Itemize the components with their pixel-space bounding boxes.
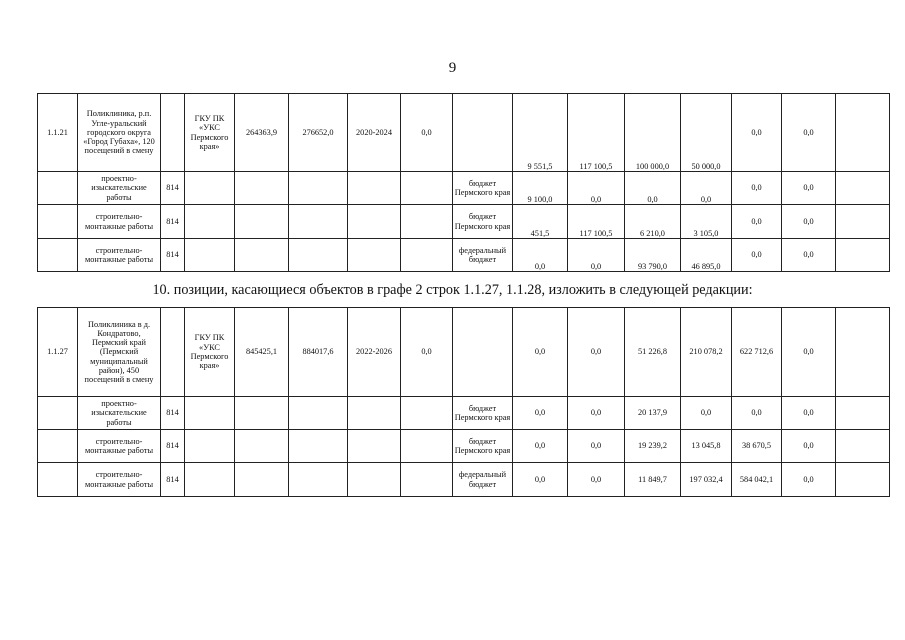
empty-cell (836, 172, 890, 205)
empty-cell (289, 463, 348, 497)
total-cost: 884017,6 (289, 308, 348, 397)
page-number: 9 (448, 60, 457, 76)
table-row (38, 397, 890, 430)
empty-cell (289, 239, 348, 272)
value-cell: 20 137,9 (625, 397, 681, 430)
value-cell: 0,0 (568, 397, 625, 430)
value-cell: 0,0 (568, 308, 625, 397)
budget-code: 814 (161, 172, 185, 205)
value-cell: 19 239,2 (625, 430, 681, 463)
value-cell: 50 000,0 (681, 94, 732, 172)
empty-cell (235, 205, 289, 239)
row-code: 1.1.21 (38, 94, 78, 172)
value-cell: 100 000,0 (625, 94, 681, 172)
customer-name: ГКУ ПК «УКС Пермского края» (185, 308, 235, 397)
empty-cell (836, 239, 890, 272)
empty-cell (38, 397, 78, 430)
value-cell: 93 790,0 (625, 239, 681, 272)
value-cell: 0,0 (513, 397, 568, 430)
total-cost: 276652,0 (289, 94, 348, 172)
budget-code: 814 (161, 397, 185, 430)
empty-cell (836, 94, 890, 172)
empty-cell (235, 430, 289, 463)
empty-cell (348, 430, 401, 463)
value-cell: 197 032,4 (681, 463, 732, 497)
value-cell: 0,0 (732, 239, 782, 272)
funding-source: бюджет Пермского края (453, 397, 513, 430)
value-cell: 0,0 (782, 397, 836, 430)
empty-cell (348, 463, 401, 497)
value-cell: 46 895,0 (681, 239, 732, 272)
value-cell: 0,0 (782, 308, 836, 397)
table-row (38, 463, 890, 497)
empty-cell (836, 430, 890, 463)
value-cell: 0,0 (568, 430, 625, 463)
empty-cell (401, 463, 453, 497)
value-cell: 3 105,0 (681, 205, 732, 239)
budget-code: 814 (161, 463, 185, 497)
estimated-cost: 845425,1 (235, 308, 289, 397)
value-cell: 0,0 (732, 172, 782, 205)
empty-cell (289, 205, 348, 239)
empty-cell (38, 172, 78, 205)
empty-cell (401, 172, 453, 205)
empty-cell (401, 397, 453, 430)
estimated-cost: 264363,9 (235, 94, 289, 172)
value-cell: 9 100,0 (513, 172, 568, 205)
object-name: Поликлиника в д. Кондратово, Пермский край (Пермский муниципальный район), 450 посещений в смену (78, 308, 161, 397)
empty-cell (185, 205, 235, 239)
empty-cell (348, 397, 401, 430)
table-row (38, 94, 890, 172)
value-cell: 0,0 (732, 205, 782, 239)
empty-cell (185, 397, 235, 430)
value-cell: 584 042,1 (732, 463, 782, 497)
empty-cell (185, 239, 235, 272)
funding-source: бюджет Пермского края (453, 172, 513, 205)
value-cell: 117 100,5 (568, 94, 625, 172)
empty-cell (836, 205, 890, 239)
value-cell: 0,0 (782, 239, 836, 272)
source-cell (453, 308, 513, 397)
object-name: Поликлиника, р.п. Угле-уральский городского округа «Город Губаха», 120 посещений в смену (78, 94, 161, 172)
construction-period: 2022-2026 (348, 308, 401, 397)
value-cell: 0,0 (568, 463, 625, 497)
empty-cell (185, 430, 235, 463)
value-cell: 0,0 (513, 463, 568, 497)
funding-source: бюджет Пермского края (453, 430, 513, 463)
budget-code: 814 (161, 239, 185, 272)
funding-source: федеральный бюджет (453, 239, 513, 272)
empty-cell (38, 239, 78, 272)
value-cell: 0,0 (782, 172, 836, 205)
value-cell: 9 551,5 (513, 94, 568, 172)
value-cell: 622 712,6 (732, 308, 782, 397)
table-row (38, 239, 890, 272)
value-cell: 51 226,8 (625, 308, 681, 397)
value-cell: 0,0 (782, 463, 836, 497)
value-cell: 0,0 (732, 397, 782, 430)
customer-name: ГКУ ПК «УКС Пермского края» (185, 94, 235, 172)
empty-cell (38, 463, 78, 497)
work-type: проектно-изыскательские работы (78, 172, 161, 205)
empty-cell (348, 239, 401, 272)
value-cell: 117 100,5 (568, 205, 625, 239)
work-type: строительно-монтажные работы (78, 430, 161, 463)
empty-cell (289, 172, 348, 205)
value-cell: 0,0 (568, 172, 625, 205)
budget-code: 814 (161, 205, 185, 239)
value-cell: 0,0 (513, 308, 568, 397)
table-row (38, 308, 890, 397)
value-cell: 0,0 (401, 308, 453, 397)
row-code: 1.1.27 (38, 308, 78, 397)
empty-cell (185, 463, 235, 497)
funding-source: бюджет Пермского края (453, 205, 513, 239)
table-row (38, 172, 890, 205)
empty-cell (836, 397, 890, 430)
empty-cell (235, 463, 289, 497)
value-cell: 0,0 (732, 94, 782, 172)
investment-table-1 (37, 93, 890, 272)
empty-cell (348, 205, 401, 239)
empty-cell (38, 205, 78, 239)
empty-cell (161, 308, 185, 397)
value-cell: 0,0 (782, 430, 836, 463)
value-cell: 6 210,0 (625, 205, 681, 239)
empty-cell (289, 397, 348, 430)
work-type: строительно-монтажные работы (78, 205, 161, 239)
value-cell: 38 670,5 (732, 430, 782, 463)
work-type: строительно-монтажные работы (78, 463, 161, 497)
value-cell: 0,0 (513, 430, 568, 463)
value-cell: 0,0 (681, 397, 732, 430)
investment-table-2 (37, 307, 890, 497)
work-type: проектно-изыскательские работы (78, 397, 161, 430)
empty-cell (401, 430, 453, 463)
value-cell: 11 849,7 (625, 463, 681, 497)
value-cell: 0,0 (782, 94, 836, 172)
empty-cell (836, 308, 890, 397)
budget-code: 814 (161, 430, 185, 463)
empty-cell (348, 172, 401, 205)
value-cell: 210 078,2 (681, 308, 732, 397)
table-row (38, 205, 890, 239)
empty-cell (235, 172, 289, 205)
empty-cell (235, 397, 289, 430)
source-cell (453, 94, 513, 172)
funding-source: федеральный бюджет (453, 463, 513, 497)
empty-cell (401, 239, 453, 272)
table-row (38, 430, 890, 463)
empty-cell (836, 463, 890, 497)
value-cell: 451,5 (513, 205, 568, 239)
empty-cell (401, 205, 453, 239)
empty-cell (235, 239, 289, 272)
construction-period: 2020-2024 (348, 94, 401, 172)
value-cell: 0,0 (782, 205, 836, 239)
work-type: строительно-монтажные работы (78, 239, 161, 272)
empty-cell (161, 94, 185, 172)
empty-cell (289, 430, 348, 463)
value-cell: 0,0 (568, 239, 625, 272)
value-cell: 0,0 (401, 94, 453, 172)
value-cell: 0,0 (513, 239, 568, 272)
value-cell: 13 045,8 (681, 430, 732, 463)
amendment-instruction: 10. позиции, касающиеся объектов в графе 2 строк 1.1.27, 1.1.28, изложить в следующей редакции: (152, 282, 753, 298)
value-cell: 0,0 (681, 172, 732, 205)
empty-cell (38, 430, 78, 463)
empty-cell (185, 172, 235, 205)
value-cell: 0,0 (625, 172, 681, 205)
